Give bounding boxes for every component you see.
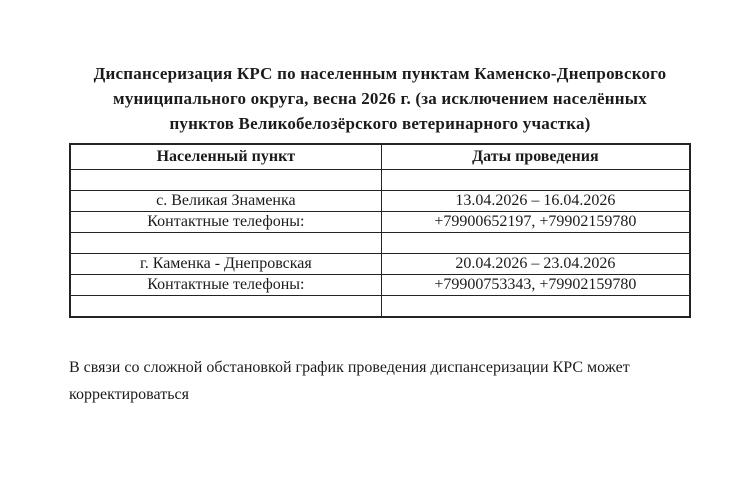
document-title <box>69 0 691 136</box>
dates-cell <box>381 296 690 318</box>
settlement-cell: Контактные телефоны: <box>70 275 381 296</box>
dates-cell: 20.04.2026 – 23.04.2026 <box>381 254 690 275</box>
title-line-3: пунктов Великобелозёрского ветеринарного участка) <box>169 114 591 133</box>
settlement-cell: с. Великая Знаменка <box>70 191 381 212</box>
column-header-dates: Даты проведения <box>381 144 690 170</box>
title-line-1: Диспансеризация КРС по населенным пунктам Каменско-Днепровского <box>93 64 667 83</box>
dates-cell <box>381 170 690 191</box>
dates-cell <box>381 233 690 254</box>
table-row <box>70 275 690 296</box>
table-row <box>70 254 690 275</box>
footer-note: В связи со сложной обстановкой график проведения диспансеризации КРС может корректироваться <box>69 359 630 403</box>
table-row-spacer <box>70 170 690 191</box>
settlement-cell <box>70 296 381 318</box>
table-row <box>70 191 690 212</box>
dates-cell: +79900753343, +79902159780 <box>381 275 690 296</box>
settlement-cell: Контактные телефоны: <box>70 212 381 233</box>
column-header-settlement: Населенный пункт <box>70 144 381 170</box>
document-content <box>69 0 691 408</box>
table-row <box>70 212 690 233</box>
settlement-cell <box>70 233 381 254</box>
dates-cell: +79900652197, +79902159780 <box>381 212 690 233</box>
table-row-spacer <box>70 296 690 318</box>
settlement-cell: г. Каменка - Днепровская <box>70 254 381 275</box>
dates-cell: 13.04.2026 – 16.04.2026 <box>381 191 690 212</box>
table-header-row <box>70 144 690 170</box>
title-line-2: муниципального округа, весна 2026 г. (за исключением населённых <box>113 89 647 108</box>
schedule-table <box>69 143 691 318</box>
settlement-cell <box>70 170 381 191</box>
table-row-spacer <box>70 233 690 254</box>
